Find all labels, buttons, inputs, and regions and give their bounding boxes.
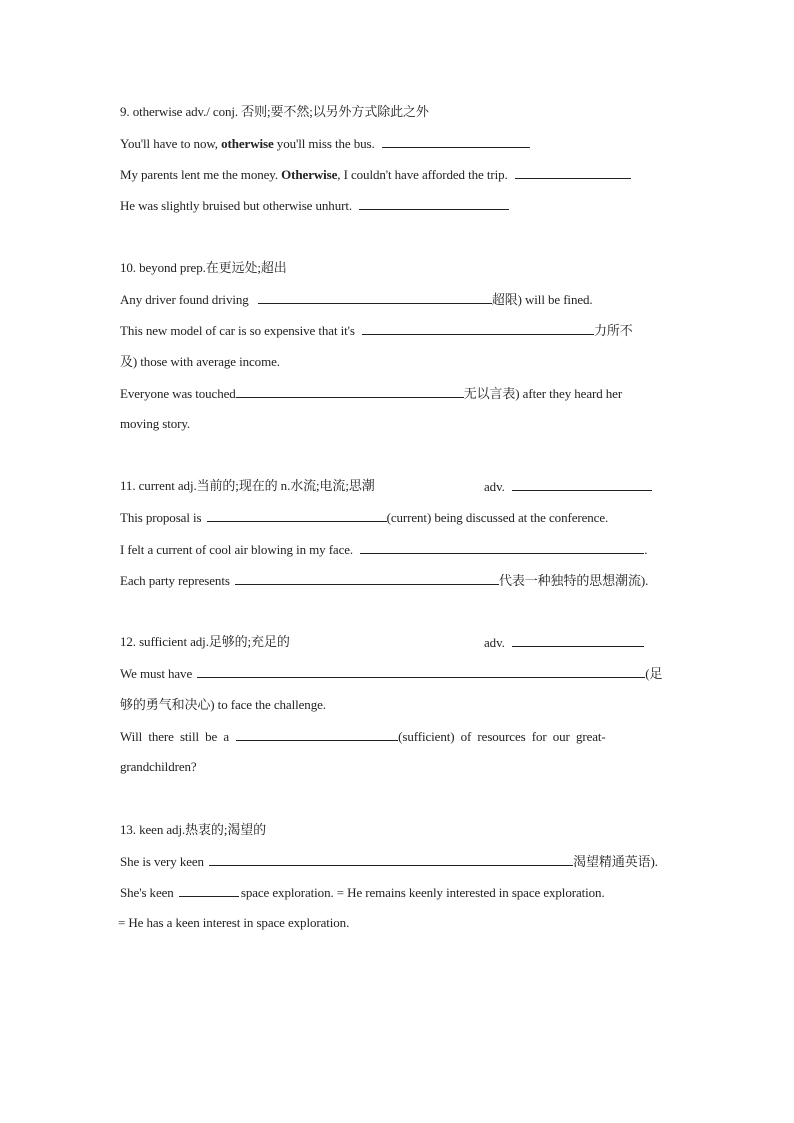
line-text: Each party represents <box>120 573 230 588</box>
section-12-adv <box>484 633 644 652</box>
section-13-line-1 <box>120 852 658 871</box>
section-13-line-3: = He has a keen interest in space exploration. <box>118 915 350 930</box>
line-text: Any driver found driving <box>120 292 249 307</box>
answer-blank[interactable] <box>207 508 387 522</box>
line-text: Everyone was touched <box>120 386 236 401</box>
hint-text: 渴望精通英语). <box>573 854 658 869</box>
hint-text: 代表一种独特的思想潮流). <box>498 573 649 588</box>
section-12-heading: 12. sufficient adj.足够的;充足的 <box>120 634 290 649</box>
section-11-adv <box>484 477 652 496</box>
section-13-line-2 <box>120 883 605 902</box>
section-11-line-1 <box>120 508 608 527</box>
hint-text: 超限) will be fined. <box>491 292 593 307</box>
hint-text: 无以言表) after they heard her <box>463 386 623 401</box>
section-10-line-1 <box>120 290 593 309</box>
answer-blank[interactable] <box>258 290 492 304</box>
section-9-line-3 <box>120 196 509 215</box>
line-text: I felt a current of cool air blowing in my face. <box>120 542 354 557</box>
section-12-line-3 <box>120 727 606 746</box>
answer-blank[interactable] <box>235 571 499 585</box>
section-10-heading: 10. beyond prep.在更远处;超出 <box>120 260 287 275</box>
line-text: She is very keen <box>120 854 204 869</box>
keyword: otherwise <box>221 136 274 151</box>
answer-blank[interactable] <box>179 883 239 897</box>
adv-label: adv. <box>484 635 505 650</box>
section-10-line-5: moving story. <box>120 416 191 431</box>
hint-text: (足 <box>645 666 663 681</box>
line-text: We must have <box>120 666 193 681</box>
line-text: This new model of car is so expensive that it's <box>120 323 355 338</box>
answer-blank[interactable] <box>360 540 644 554</box>
adv-label: adv. <box>484 479 505 494</box>
line-text: He was slightly bruised but otherwise unhurt. <box>120 198 352 213</box>
section-9-line-1 <box>120 134 530 153</box>
section-11-line-3 <box>120 571 648 590</box>
section-10-line-4 <box>120 384 622 403</box>
hint-text: 力所不 <box>594 323 633 338</box>
section-9-heading: 9. otherwise adv./ conj. 否则;要不然;以另外方式除此之外 <box>120 104 429 119</box>
answer-blank[interactable] <box>209 852 573 866</box>
section-12-line-2: 够的勇气和决心) to face the challenge. <box>120 697 326 712</box>
line-text: Will there still be a <box>120 729 230 744</box>
answer-blank[interactable] <box>362 321 594 335</box>
line-text: space exploration. = He remains keenly interested in space exploration. <box>240 885 605 900</box>
hint-text: (sufficient) of resources for our great- <box>398 729 606 744</box>
answer-blank[interactable] <box>382 134 530 148</box>
answer-blank[interactable] <box>512 633 644 647</box>
section-13-heading: 13. keen adj.热衷的;渴望的 <box>120 822 267 837</box>
section-9-line-2 <box>120 165 631 184</box>
section-11-heading: 11. current adj.当前的;现在的 n.水流;电流;思潮 <box>120 478 375 493</box>
answer-blank[interactable] <box>515 165 631 179</box>
line-text: , I couldn't have afforded the trip. <box>337 167 508 182</box>
keyword: Otherwise <box>281 167 338 182</box>
line-text: She's keen <box>120 885 174 900</box>
line-text: My parents lent me the money. <box>120 167 282 182</box>
section-11-line-2: I felt a current of cool air blowing in my face. . <box>120 542 648 557</box>
hint-text: (current) being discussed at the conference. <box>386 510 609 525</box>
answer-blank[interactable] <box>359 196 509 210</box>
answer-blank[interactable] <box>236 727 398 741</box>
answer-blank[interactable] <box>512 477 652 491</box>
line-text: you'll miss the bus. <box>273 136 375 151</box>
section-12-line-4: grandchildren? <box>120 759 197 774</box>
section-10-line-3: 及) those with average income. <box>120 354 280 369</box>
section-12-line-1 <box>120 664 662 683</box>
section-10-line-2 <box>120 321 633 340</box>
answer-blank[interactable] <box>236 384 464 398</box>
answer-blank[interactable] <box>197 664 645 678</box>
line-text: This proposal is <box>120 510 202 525</box>
line-text: You'll have to now, <box>120 136 222 151</box>
